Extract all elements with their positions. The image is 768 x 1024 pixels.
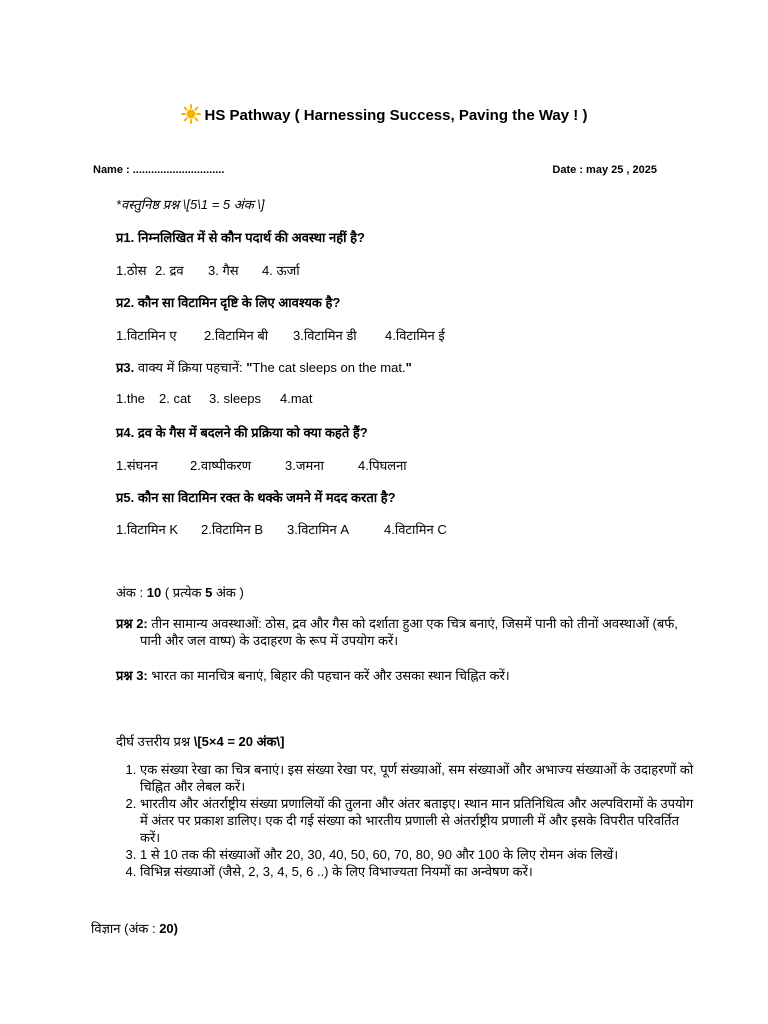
- heading-part: विज्ञान (अंक :: [91, 921, 160, 936]
- question-2: [116, 293, 340, 311]
- question-text: कौन सा विटामिन दृष्टि के लिए आवश्यक है?: [137, 295, 341, 310]
- question-text: भारत का मानचित्र बनाएं, बिहार की पहचान करें और उसका स्थान चिह्नित करें।: [147, 668, 510, 683]
- heading-part: \[5×4 = 20 अंक\]: [193, 734, 285, 749]
- section1-heading: *वस्तुनिष्ठ प्रश्न \[5\1 = 5 अंक \]: [116, 197, 265, 212]
- question-number: प्र4.: [116, 425, 135, 440]
- option: 2.वाष्पीकरण: [190, 458, 252, 473]
- heading-part: अंक ): [212, 585, 244, 600]
- section2-heading: [116, 583, 244, 601]
- option: 3. sleeps: [209, 391, 262, 406]
- long-answer-list: [100, 761, 700, 880]
- option: 3. गैस: [208, 263, 239, 278]
- option: 4.mat: [280, 391, 313, 406]
- option: 3.विटामिन A: [287, 522, 349, 537]
- option: 4. ऊर्जा: [262, 263, 300, 278]
- question-text: कौन सा विटामिन रक्त के थक्के जमने में मदद करता है?: [137, 490, 396, 505]
- question-text: तीन सामान्य अवस्थाओं: ठोस, द्रव और गैस को दर्शाता हुआ एक चित्र बनाएं, जिसमें पानी को तीनों अवस्थाओं (बर्फ, पानी और जल वाष्प) के उदाहरण के रूप में उपयोग करें।: [140, 616, 678, 648]
- option: 1.विटामिन K: [116, 522, 178, 537]
- question-label: प्रश्न 2:: [116, 616, 148, 631]
- list-item: 4. विभिन्न संख्याओं (जैसे, 2, 3, 4, 5, 6 ..) के लिए विभाज्यता नियमों का अन्वेषण करें।: [140, 863, 700, 880]
- option: 2. cat: [159, 391, 191, 406]
- title-text: HS Pathway ( Harnessing Success, Paving the Way ! ): [204, 107, 588, 124]
- options-5: [116, 520, 447, 538]
- question-3-long: [116, 666, 510, 684]
- question-number: प्र1.: [116, 230, 135, 245]
- question-1: [116, 228, 365, 246]
- sun-icon: [181, 104, 201, 124]
- heading-part: 10: [146, 585, 162, 600]
- heading-part: दीर्घ उत्तरीय प्रश्न: [116, 734, 194, 749]
- option: 1.संघनन: [116, 458, 158, 473]
- option: 2. द्रव: [155, 263, 184, 278]
- name-field-label: Name : ..............................: [93, 164, 225, 176]
- question-number: प्र5.: [116, 490, 135, 505]
- question-5: [116, 488, 396, 506]
- section4-heading: [91, 919, 178, 937]
- question-text: द्रव के गैस में बदलने की प्रक्रिया को क्या कहते हैं?: [137, 425, 368, 440]
- options-1: [116, 261, 300, 279]
- option: 1.विटामिन ए: [116, 328, 177, 343]
- option: 1.the: [116, 391, 145, 406]
- date-label: Date : may 25 , 2025: [552, 164, 657, 176]
- option: 3.जमना: [285, 458, 324, 473]
- list-item: 3. 1 से 10 तक की संख्याओं और 20, 30, 40, 50, 60, 70, 80, 90 और 100 के लिए रोमन अंक लिखें।: [140, 846, 700, 863]
- option: 2.विटामिन बी: [204, 328, 269, 343]
- question-quote: The cat sleeps on the mat.: [252, 360, 406, 375]
- question-number: प्र3.: [116, 360, 135, 375]
- option: 3.विटामिन डी: [293, 328, 357, 343]
- quote-mark: ": [405, 360, 412, 375]
- page-title: [0, 104, 768, 124]
- heading-part: अंक :: [116, 585, 147, 600]
- question-text: निम्नलिखित में से कौन पदार्थ की अवस्था नहीं है?: [137, 230, 365, 245]
- options-4: [116, 456, 407, 474]
- quote-mark: ": [246, 360, 253, 375]
- option: 4.विटामिन ई: [385, 328, 445, 343]
- option: 2.विटामिन B: [201, 522, 263, 537]
- question-number: प्र2.: [116, 295, 135, 310]
- option: 1.ठोस: [116, 263, 147, 278]
- heading-part: 5: [205, 585, 213, 600]
- options-2: [116, 326, 445, 344]
- list-item: 1. एक संख्या रेखा का चित्र बनाएं। इस संख्या रेखा पर, पूर्ण संख्याओं, सम संख्याओं और अभाज्य संख्याओं के उदाहरणों को चिह्नित और लेबल करें।: [140, 761, 700, 795]
- option: 4.विटामिन C: [384, 522, 447, 537]
- list-item: 2. भारतीय और अंतर्राष्ट्रीय संख्या प्रणालियों की तुलना और अंतर बताइए। स्थान मान प्रतिनिधित्व और अल्पविरामों के उपयोग में अंतर पर प्रकाश डालिए। एक दी गई संख्या को भारतीय प्रणाली से अंतर्राष्ट्रीय प्रणाली में और इसके विपरीत परिवर्तित करें।: [140, 795, 700, 846]
- heading-part: 20): [159, 921, 178, 936]
- heading-part: ( प्रत्येक: [161, 585, 206, 600]
- question-4: [116, 423, 368, 441]
- question-text: वाक्य में क्रिया पहचानें:: [137, 360, 247, 375]
- option: 4.पिघलना: [358, 458, 407, 473]
- options-3: [116, 391, 313, 406]
- question-3: [116, 358, 412, 376]
- question-2-long: [116, 615, 686, 649]
- section3-heading: [116, 732, 284, 750]
- question-label: प्रश्न 3:: [116, 668, 148, 683]
